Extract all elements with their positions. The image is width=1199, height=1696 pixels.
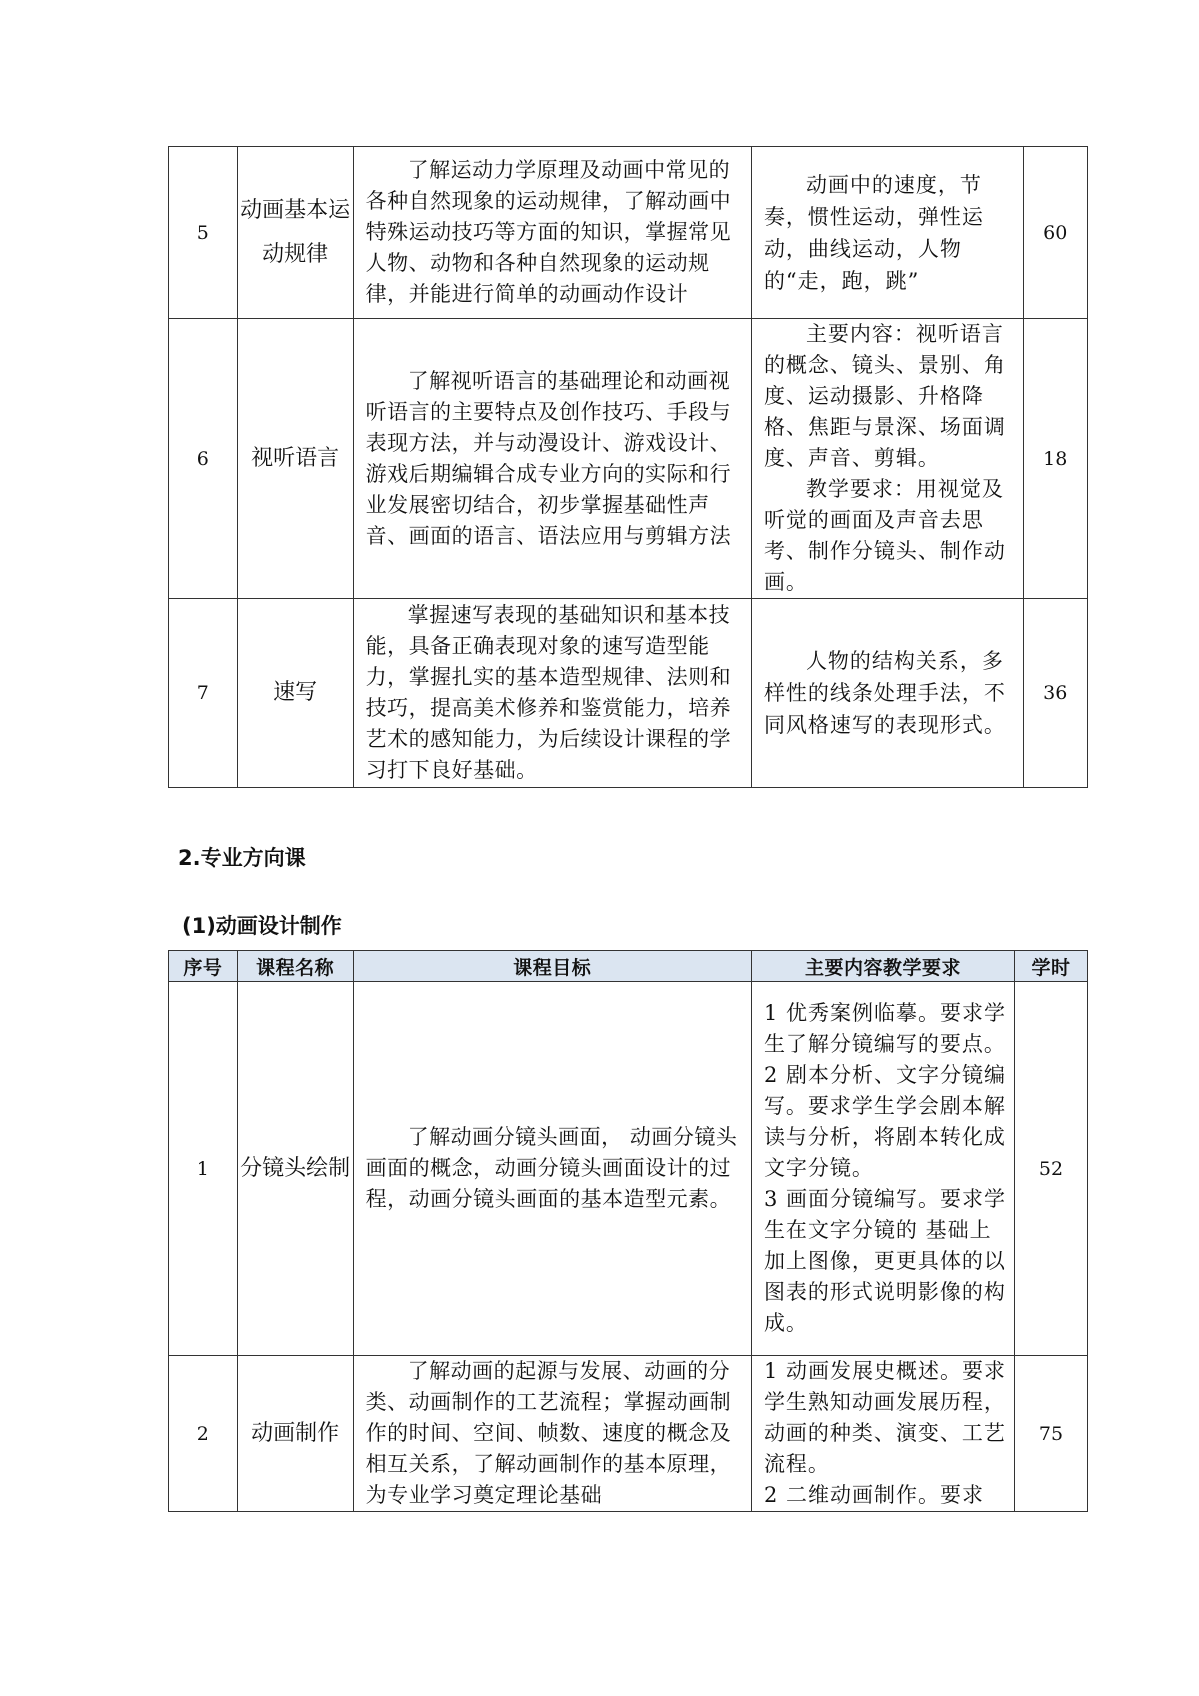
- course-goal: [353, 599, 751, 788]
- course-goal: [353, 982, 751, 1356]
- requirement-text: 动画中的速度，节奏，惯性运动，弹性运动，曲线运动，人物的“走，跑，跳”: [763, 172, 984, 293]
- requirement-text: 教学要求：用视觉及听觉的画面及声音去思考、制作分镜头、制作动画。: [763, 477, 1006, 594]
- course-table-continued: [168, 146, 1088, 788]
- header-course-name: 课程名称: [237, 951, 353, 982]
- header-number: 序号: [169, 951, 238, 982]
- course-goal-text: 了解运动力学原理及动画中常见的各种自然现象的运动规律，了解动画中特殊运动技巧等方面的知识，掌握常见人物、动物和各种自然现象的运动规律，并能进行简单的动画动作设计: [365, 158, 732, 306]
- row-number: 2: [169, 1356, 238, 1512]
- course-goal: [353, 1356, 751, 1512]
- course-goal: [353, 147, 751, 319]
- requirement-text: 人物的结构关系，多样性的线条处理手法，不同风格速写的表现形式。: [763, 649, 1006, 737]
- table-header-row: [169, 951, 1088, 982]
- course-goal-text: 掌握速写表现的基础知识和基本技能，具备正确表现对象的速写造型能力，掌握扎实的基本造型规律、法则和技巧，提高美术修养和鉴赏能力，培养艺术的感知能力，为后续设计课程的学习打下良好基础。: [365, 603, 732, 782]
- course-goal-text: 了解动画的起源与发展、动画的分类、动画制作的工艺流程；掌握动画制作的时间、空间、帧数、速度的概念及相互关系，了解动画制作的基本原理，为专业学习奠定理论基础: [365, 1359, 732, 1507]
- course-hours: 18: [1023, 319, 1087, 599]
- table-row: [169, 319, 1088, 599]
- animation-course-table: [168, 950, 1088, 1512]
- course-requirements: [751, 147, 1023, 319]
- course-requirements: [751, 1356, 1014, 1512]
- subsection-heading: (1)动画设计制作: [182, 914, 342, 938]
- section-heading: 2.专业方向课: [178, 846, 306, 870]
- requirement-text: 2 二维动画制作。要求: [763, 1483, 984, 1507]
- table-row: [169, 599, 1088, 788]
- course-name: 速写: [237, 599, 353, 788]
- course-goal-text: 了解视听语言的基础理论和动画视听语言的主要特点及创作技巧、手段与表现方法，并与动漫设计、游戏设计、游戏后期编辑合成专业方向的实际和行业发展密切结合，初步掌握基础性声音、画面的语言、语法应用与剪辑方法: [365, 368, 732, 548]
- requirement-text: 主要内容：视听语言的概念、镜头、景别、角度、运动摄影、升格降格、焦距与景深、场面调度、声音、剪辑。: [763, 322, 1006, 470]
- course-name: 动画基本运动规律: [237, 147, 353, 319]
- table-row: [169, 1356, 1088, 1512]
- course-name: 分镜头绘制: [237, 982, 353, 1356]
- header-hours: 学时: [1014, 951, 1087, 982]
- row-number: 7: [169, 599, 238, 788]
- requirement-text: 1 优秀案例临摹。要求学生了解分镜编写的要点。: [763, 1001, 1006, 1056]
- course-goal-text: 了解动画分镜头画面， 动画分镜头画面的概念，动画分镜头画面设计的过程，动画分镜头画面的基本造型元素。: [365, 1125, 738, 1211]
- requirement-text: 2 剧本分析、文字分镜编写。要求学生学会剧本解读与分析，将剧本转化成文字分镜。: [763, 1063, 1006, 1180]
- header-requirements: 主要内容教学要求: [751, 951, 1014, 982]
- course-hours: 75: [1014, 1356, 1087, 1512]
- table-row: [169, 982, 1088, 1356]
- table-row: [169, 147, 1088, 319]
- course-goal: [353, 319, 751, 599]
- requirement-text: 1 动画发展史概述。要求学生熟知动画发展历程，动画的种类、演变、工艺流程。: [763, 1359, 1006, 1476]
- course-requirements: [751, 982, 1014, 1356]
- row-number: 1: [169, 982, 238, 1356]
- course-name: 动画制作: [237, 1356, 353, 1512]
- row-number: 5: [169, 147, 238, 319]
- course-requirements: [751, 319, 1023, 599]
- course-hours: 36: [1023, 599, 1087, 788]
- course-requirements: [751, 599, 1023, 788]
- header-course-goal: 课程目标: [353, 951, 751, 982]
- course-hours: 60: [1023, 147, 1087, 319]
- requirement-text: 3 画面分镜编写。要求学生在文字分镜的 基础上加上图像，更更具体的以图表的形式说明影像的构成。: [763, 1187, 1006, 1335]
- course-hours: 52: [1014, 982, 1087, 1356]
- course-name: 视听语言: [237, 319, 353, 599]
- row-number: 6: [169, 319, 238, 599]
